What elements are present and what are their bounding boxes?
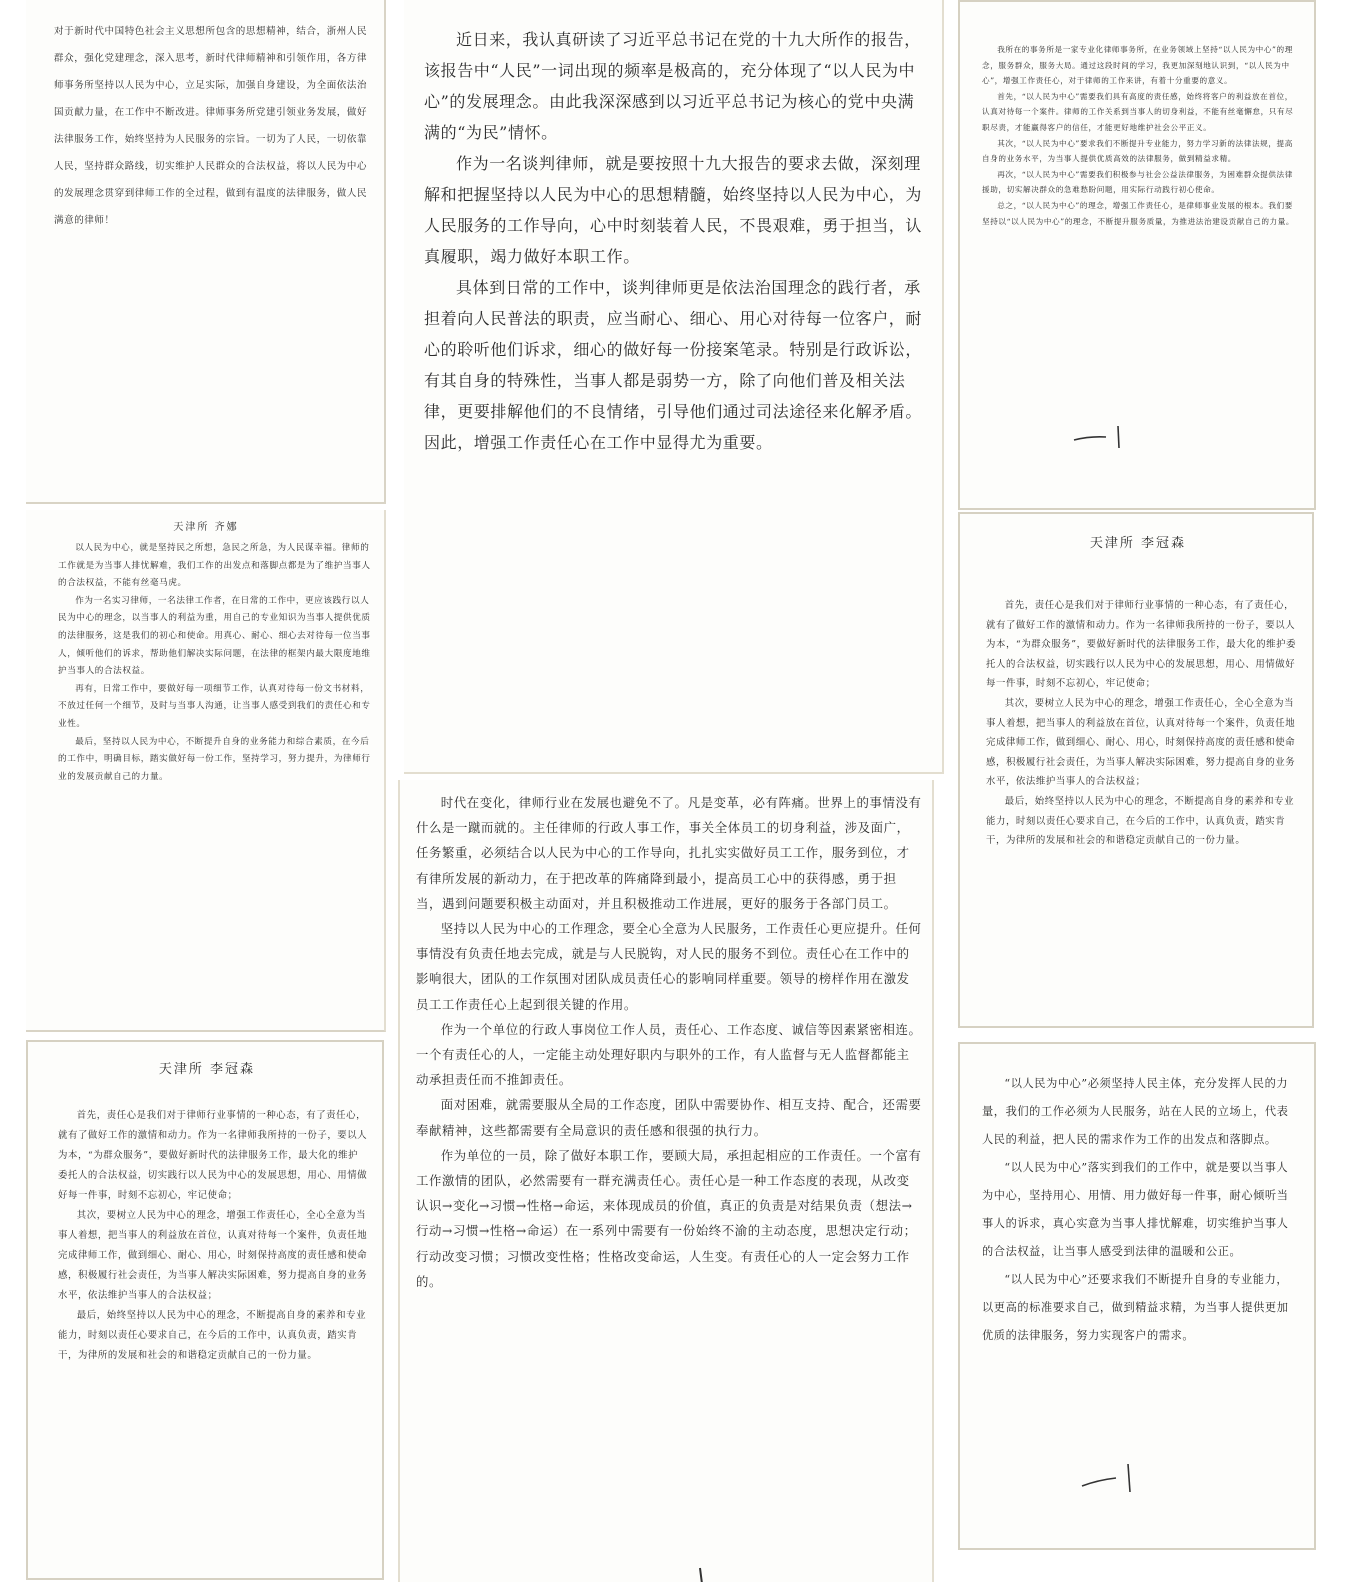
essay-page-6-body xyxy=(986,596,1298,851)
essay-paragraph: 首先，“以人民为中心”需要我们具有高度的责任感，始终将客户的利益放在首位，认真对待每一个案件。律师的工作关系到当事人的切身利益，不能有丝毫懈怠，只有尽职尽责，才能赢得客户的信任，才能更好地维护社会公平正义。 xyxy=(982,91,1294,132)
essay-paragraph: 最后，坚持以人民为中心，不断提升自身的业务能力和综合素质，在今后的工作中，明确目标，踏实做好每一份工作，坚持学习，努力提升，为律师行业的发展贡献自己的力量。 xyxy=(58,736,371,782)
essay-page-1-body xyxy=(54,18,372,234)
essay-page-2 xyxy=(404,0,944,774)
essay-page-5-body xyxy=(416,790,922,1294)
essay-page-2-body xyxy=(424,24,929,458)
essay-paragraph: 近日来，我认真研读了习近平总书记在党的十九大所作的报告，该报告中“人民”一词出现的频率是极高的，充分体现了“以人民为中心”的发展理念。由此我深深感到以习近平总书记为核心的党中央满满的“为民”情怀。 xyxy=(424,30,921,142)
essay-paragraph: 再有，日常工作中，要做好每一项细节工作，认真对待每一份文书材料，不放过任何一个细节，及时与当事人沟通，让当事人感受到我们的责任心和专业性。 xyxy=(58,683,371,729)
essay-page-3 xyxy=(958,0,1316,510)
essay-page-5 xyxy=(398,780,934,1582)
essay-paragraph: 最后，始终坚持以人民为中心的理念，不断提高自身的素养和专业能力，时刻以责任心要求自己，在今后的工作中，认真负责，踏实肯干，为律所的发展和社会的和谐稳定贡献自己的一份力量。 xyxy=(58,1310,367,1361)
essay-paragraph: 时代在变化，律师行业在发展也避免不了。凡是变革，必有阵痛。世界上的事情没有什么是一蹴而就的。主任律师的行政人事工作，事关全体员工的切身利益，涉及面广，任务繁重，必须结合以人民为中心的工作导向，扎扎实实做好员工工作，服务到位，才有律所发展的新动力，在于把改革的阵痛降到最小，提高员工心中的获得感，勇于担当，遇到问题要积极主动面对，并且积极推动工作进展，更好的服务于各部门员工。 xyxy=(416,795,922,911)
essay-page-1 xyxy=(26,0,386,504)
essay-page-4 xyxy=(26,510,386,1032)
signature xyxy=(588,1560,728,1582)
page-title: 天津所 李冠森 xyxy=(1089,536,1187,551)
essay-paragraph: 作为一个单位的行政人事岗位工作人员，责任心、工作态度、诚信等因素紧密相连。一个有责任心的人，一定能主动处理好职内与职外的工作，有人监督与无人监督都能主动承担责任而不推卸责任。 xyxy=(416,1021,922,1088)
essay-page-7 xyxy=(26,1040,384,1580)
essay-paragraph: 首先，责任心是我们对于律师行业事情的一种心态，有了责任心，就有了做好工作的激情和动力。作为一名律师我所持的一份子，要以人为本，“为群众服务”，要做好新时代的法律服务工作，最大化的维护委托人的合法权益，切实践行以人民为中心的发展思想，用心、用情做好每一件事，时刻不忘初心，牢记使命； xyxy=(58,1110,368,1201)
essay-page-8-body xyxy=(982,1070,1298,1350)
essay-page-3-body xyxy=(982,42,1296,229)
essay-paragraph: 作为一名实习律师，一名法律工作者，在日常的工作中，更应该践行以人民为中心的理念，以当事人的利益为重，用自己的专业知识为当事人提供优质的法律服务，这是我们的初心和使命。用真心、耐心、细心去对待每一位当事人，倾听他们的诉求，帮助他们解决实际问题，在法律的框架内最大限度地维护当事人的合法权益。 xyxy=(58,595,371,677)
page-title: 天津所 齐娜 xyxy=(173,522,239,533)
essay-paragraph: 最后，始终坚持以人民为中心的理念，不断提高自身的素养和专业能力，时刻以责任心要求自己，在今后的工作中，认真负责，踏实肯干，为律所的发展和社会的和谐稳定贡献自己的一份力量。 xyxy=(986,795,1295,847)
essay-paragraph: 我所在的事务所是一家专业化律师事务所，在业务领域上坚持“以人民为中心”的理念，服务群众，服务大局。通过这段时间的学习，我更加深刻地认识到，“以人民为中心”，增强工作责任心，对于律师的工作来讲，有着十分重要的意义。 xyxy=(982,45,1293,86)
page-title: 天津所 李冠森 xyxy=(158,1062,256,1077)
signature xyxy=(1078,1458,1148,1498)
essay-paragraph: “以人民为中心”还要求我们不断提升自身的专业能力，以更高的标准要求自己，做到精益求精，为当事人提供更加优质的法律服务，努力实现客户的需求。 xyxy=(982,1273,1289,1342)
essay-paragraph: 作为一名谈判律师，就是要按照十九大报告的要求去做，深刻理解和把握坚持以人民为中心的思想精髓，始终坚持以人民为中心，为人民服务的工作导向，心中时刻装着人民，不畏艰难，勇于担当，认真履职，竭力做好本职工作。 xyxy=(424,154,923,266)
essay-page-4-body xyxy=(58,540,376,786)
essay-page-8 xyxy=(958,1042,1316,1550)
essay-paragraph: “以人民为中心”必须坚持人民主体，充分发挥人民的力量，我们的工作必须为人民服务，站在人民的立场上，代表人民的利益，把人民的需求作为工作的出发点和落脚点。 xyxy=(982,1077,1289,1146)
essay-paragraph: 面对困难，就需要服从全局的工作态度，团队中需要协作、相互支持、配合，还需要奉献精神，这些都需要有全局意识的责任感和很强的执行力。 xyxy=(416,1097,922,1138)
essay-page-7-body xyxy=(58,1106,368,1366)
signature-mark xyxy=(1078,1458,1148,1498)
essay-paragraph: 坚持以人民为中心的工作理念，要全心全意为人民服务，工作责任心更应提升。任何事情没有负责任地去完成，就是与人民脱钩，对人民的服务不到位。责任心在工作中的影响很大，团队的工作氛围对团队成员责任心的影响同样重要。领导的榜样作用在激发员工工作责任心上起到很关键的作用。 xyxy=(416,921,922,1012)
essay-paragraph: 其次，要树立人民为中心的理念，增强工作责任心，全心全意为当事人着想，把当事人的利益放在首位，认真对待每一个案件，负责任地完成律师工作，做到细心、耐心、用心，时刻保持高度的责任感和使命感，积极履行社会责任，为当事人解决实际困难，努力提高自身的业务水平，依法维护当事人的合法权益； xyxy=(986,697,1296,788)
essay-paragraph: “以人民为中心”落实到我们的工作中，就是要以当事人为中心，坚持用心、用情、用力做好每一件事，耐心倾听当事人的诉求，真心实意为当事人排忧解难，切实维护当事人的合法权益，让当事人感受到法律的温暖和公正。 xyxy=(982,1161,1289,1258)
essay-paragraph: 作为单位的一员，除了做好本职工作，要顾大局，承担起相应的工作责任。一个富有工作激情的团队，必然需要有一群充满责任心。责任心是一种工作态度的表现，从改变认识→变化→习惯→性格→命运，来体现成员的价值，真正的负责是对结果负责（想法→行动→习惯→性格→命运）在一系列中需要有一份始终不渝的主动态度，思想决定行动；行动改变习惯；习惯改变性格；性格改变命运，人生变。有责任心的人一定会努力工作的。 xyxy=(416,1147,922,1289)
essay-paragraph: 其次，“以人民为中心”要求我们不断提升专业能力，努力学习新的法律法规，提高自身的业务水平，为当事人提供优质高效的法律服务，做到精益求精。 xyxy=(982,138,1293,164)
essay-paragraph: 首先，责任心是我们对于律师行业事情的一种心态，有了责任心，就有了做好工作的激情和动力。作为一名律师我所持的一份子，要以人为本，“为群众服务”，要做好新时代的法律服务工作，最大化的维护委托人的合法权益，切实践行以人民为中心的发展思想，用心、用情做好每一件事，时刻不忘初心，牢记使命； xyxy=(986,600,1297,690)
essay-paragraph: 其次，要树立人民为中心的理念，增强工作责任心，全心全意为当事人着想，把当事人的利益放在首位，认真对待每一个案件，负责任地完成律师工作，做到细心、耐心、用心，时刻保持高度的责任感和使命感，积极履行社会责任，为当事人解决实际困难，努力提高自身的业务水平，依法维护当事人的合法权益； xyxy=(58,1210,368,1301)
essay-paragraph: 总之，“以人民为中心”的理念，增强工作责任心，是律师事业发展的根本。我们要坚持以“以人民为中心”的理念，不断提升服务质量，为推进法治建设贡献自己的力量。 xyxy=(982,200,1295,226)
signature-mark xyxy=(1070,422,1130,452)
signature xyxy=(1070,422,1130,452)
essay-page-6 xyxy=(958,512,1314,1028)
essay-paragraph: 再次，“以人民为中心”需要我们积极参与社会公益法律服务，为困难群众提供法律援助，切实解决群众的急难愁盼问题，用实际行动践行初心使命。 xyxy=(982,169,1293,195)
essay-paragraph: 以人民为中心，就是坚持民之所想，急民之所急，为人民谋幸福。律师的工作就是为当事人排忧解难，我们工作的出发点和落脚点都是为了维护当事人的合法权益，不能有丝毫马虎。 xyxy=(58,543,371,589)
essay-paragraph: 具体到日常的工作中，谈判律师更是依法治国理念的践行者，承担着向人民普法的职责，应当耐心、细心、用心对待每一位客户，耐心的聆听他们诉求，细心的做好每一份接案笔录。特别是行政诉讼，有其自身的特殊性，当事人都是弱势一方，除了向他们普及相关法律，更要排解他们的不良情绪，引导他们通过司法途径来化解矛盾。因此，增强工作责任心在工作中显得尤为重要。 xyxy=(424,278,923,452)
signature-mark xyxy=(588,1560,728,1582)
essay-paragraph: 对于新时代中国特色社会主义思想所包含的思想精神，结合，浙州人民群众，强化党建理念，深入思考，新时代律师精神和引领作用，各方律师事务所坚持以人民为中心，立足实际，加强自身建设，为全面依法治国贡献力量，在工作中不断改进。律师事务所党建引领业务发展，做好法律服务工作，始终坚持为人民服务的宗旨。一切为了人民，一切依靠人民，坚持群众路线，切实维护人民群众的合法权益，将以人民为中心的发展理念贯穿到律师工作的全过程，做到有温度的法律服务，做人民满意的律师！ xyxy=(54,26,368,226)
